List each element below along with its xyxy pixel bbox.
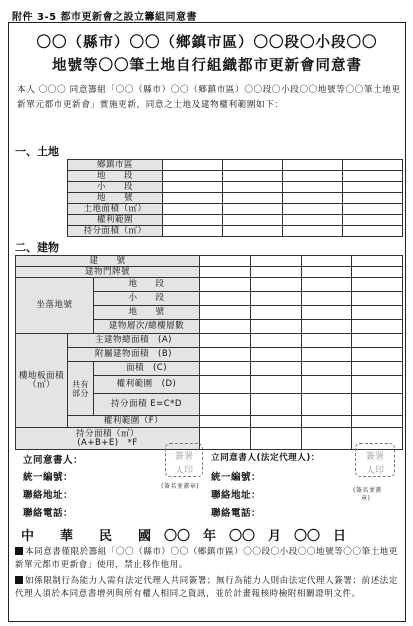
land-row	[68, 182, 403, 193]
cell[interactable]	[200, 362, 251, 376]
rep-seal-box[interactable]	[355, 443, 395, 477]
seal-text-1: 簽署	[174, 452, 193, 462]
cell[interactable]	[250, 278, 301, 292]
land-row-label: 權利範圍	[68, 215, 163, 226]
cell[interactable]	[301, 278, 352, 292]
cell[interactable]	[200, 267, 251, 278]
land-cell[interactable]	[223, 171, 283, 182]
cell[interactable]	[352, 334, 403, 348]
cell[interactable]	[352, 394, 403, 416]
land-cell[interactable]	[283, 193, 343, 204]
land-cell[interactable]	[163, 160, 223, 171]
attachment-label: 附件 3-5 都市更新會之設立籌組同意書	[12, 12, 198, 23]
cell[interactable]	[352, 292, 403, 306]
cell[interactable]	[250, 394, 301, 416]
land-row	[68, 193, 403, 204]
land-row-label: 小 段	[68, 182, 163, 193]
land-cell[interactable]	[163, 204, 223, 215]
cell[interactable]	[250, 292, 301, 306]
land-cell[interactable]	[223, 215, 283, 226]
intro-paragraph: 本人 〇〇〇 同意籌組「〇〇（縣市）〇〇（鄉鎮市區）〇〇段〇小段〇〇地號等〇〇筆土地更新單元都市更新會」實施更新，同意之土地及建物權利範圍如下：	[17, 85, 401, 110]
cell[interactable]	[200, 278, 251, 292]
cell[interactable]	[301, 416, 352, 428]
row-build-no: 建 號	[16, 256, 200, 267]
cell[interactable]	[250, 334, 301, 348]
cell[interactable]	[352, 348, 403, 362]
cell[interactable]	[200, 394, 251, 416]
cell[interactable]	[200, 320, 251, 334]
land-cell[interactable]	[223, 204, 283, 215]
rep-phone-label: 聯絡電話：	[211, 508, 262, 519]
row-main-area: 主建物總面積 (A)	[68, 334, 200, 348]
cell[interactable]	[352, 256, 403, 267]
rep-consenter-label: 立同意書人(法定代理人)：	[211, 453, 320, 463]
land-cell[interactable]	[343, 182, 403, 193]
consenter-label: 立同意書人：	[23, 455, 84, 466]
land-cell[interactable]	[163, 193, 223, 204]
section-land-heading: 一、土地	[15, 145, 59, 158]
address-label: 聯絡地址：	[23, 490, 74, 501]
land-row-label: 地 號	[68, 193, 163, 204]
cell[interactable]	[200, 376, 251, 394]
row-door-plate: 建物門牌號	[16, 267, 200, 278]
cell[interactable]	[301, 320, 352, 334]
unified-no-label: 統一編號：	[23, 472, 74, 483]
cell[interactable]	[352, 362, 403, 376]
cell[interactable]	[200, 416, 251, 428]
section-building-heading: 二、建物	[15, 241, 59, 254]
cell[interactable]	[250, 416, 301, 428]
cell[interactable]	[352, 267, 403, 278]
rep-seal-text-1: 簽署	[365, 452, 384, 462]
cell[interactable]	[200, 334, 251, 348]
land-table	[67, 159, 403, 237]
cell[interactable]	[301, 334, 352, 348]
location-row-0: 地 段	[94, 278, 200, 292]
cell[interactable]	[352, 376, 403, 394]
building-table	[15, 255, 403, 450]
cell[interactable]	[301, 267, 352, 278]
cell[interactable]	[250, 267, 301, 278]
note-2-text: 如係限制行為能力人需有法定代理人共同簽署；無行為能力人則由法定代理人簽署；前述法定代理人須於本同意書增列與所有權人相同之資訊，並於計畫報核時檢附相關證明文件。	[15, 576, 398, 599]
floor-area-group-label: 樓地板面積（㎡）	[16, 334, 68, 428]
cell[interactable]	[352, 416, 403, 428]
cell[interactable]	[301, 348, 352, 362]
land-cell[interactable]	[343, 226, 403, 237]
holding-area-line2: (A+B+E) *F	[77, 437, 138, 448]
land-row	[68, 160, 403, 171]
seal-text-2: 人印	[174, 466, 193, 476]
row-shared-right: 權利範圍 (D)	[94, 376, 200, 394]
land-row	[68, 215, 403, 226]
land-cell[interactable]	[343, 160, 403, 171]
row-aux-area: 附屬建物面積 (B)	[68, 348, 200, 362]
cell[interactable]	[301, 376, 352, 394]
land-cell[interactable]	[223, 193, 283, 204]
cell[interactable]	[301, 362, 352, 376]
cell[interactable]	[301, 394, 352, 416]
form-title-line2: 地號等〇〇筆土地自行組織都市更新會同意書	[52, 58, 362, 74]
cell[interactable]	[250, 256, 301, 267]
form-title-line1: 〇〇（縣市）〇〇（鄉鎮市區）〇〇段〇小段〇〇	[36, 35, 378, 51]
cell[interactable]	[352, 306, 403, 320]
location-group-label: 坐落地號	[16, 278, 94, 334]
land-cell[interactable]	[223, 160, 283, 171]
location-row-2: 地 號	[94, 306, 200, 320]
cell[interactable]	[352, 320, 403, 334]
seal-box[interactable]	[165, 443, 203, 477]
rep-seal-text-2: 人印	[365, 466, 384, 476]
land-cell[interactable]	[223, 182, 283, 193]
land-cell[interactable]	[163, 171, 223, 182]
rep-seal-note-2: 章)	[361, 495, 371, 502]
row-shared-holding: 持分面積 E=C*D	[94, 394, 200, 416]
land-row-label: 地 段	[68, 171, 163, 182]
square-bullet-icon	[15, 576, 23, 584]
cell[interactable]	[301, 428, 352, 450]
cell[interactable]	[200, 256, 251, 267]
cell[interactable]	[200, 306, 251, 320]
land-cell[interactable]	[283, 226, 343, 237]
row-shared-area: 面積 (C)	[94, 362, 200, 376]
cell[interactable]	[301, 306, 352, 320]
row-right-scope: 權利範圍（F）	[68, 416, 200, 428]
land-cell[interactable]	[283, 160, 343, 171]
cell[interactable]	[250, 320, 301, 334]
land-cell[interactable]	[343, 193, 403, 204]
land-row	[68, 171, 403, 182]
land-row-label: 鄉鎮市區	[68, 160, 163, 171]
cell[interactable]	[250, 362, 301, 376]
land-row-label: 土地面積（㎡）	[68, 204, 163, 215]
shared-part-label: 共有部分	[68, 362, 94, 416]
land-cell[interactable]	[283, 182, 343, 193]
cell[interactable]	[352, 278, 403, 292]
land-cell[interactable]	[223, 226, 283, 237]
holding-area-line1: 持分面積（㎡）	[75, 428, 139, 439]
cell[interactable]	[301, 256, 352, 267]
row-floors: 建物層次/總樓層數	[94, 320, 200, 334]
cell[interactable]	[200, 348, 251, 362]
land-cell[interactable]	[343, 215, 403, 226]
land-row	[68, 226, 403, 237]
seal-note: (簽名並蓋章)	[161, 483, 199, 490]
rep-seal-note-1: (簽名並蓋	[353, 487, 382, 494]
land-cell[interactable]	[163, 226, 223, 237]
cell[interactable]	[250, 428, 301, 450]
note-1-text: 本同意書僅限於籌組「〇〇（縣市）〇〇（鄉鎮市區）〇〇段〇小段〇〇地號等〇〇筆土地更新單元都市更新會」使用，禁止移作他用。	[15, 547, 398, 570]
cell[interactable]	[200, 292, 251, 306]
location-row-1: 小 段	[94, 292, 200, 306]
rep-unified-no-label: 統一編號：	[211, 472, 262, 483]
land-cell[interactable]	[163, 215, 223, 226]
land-cell[interactable]	[343, 171, 403, 182]
land-row-label: 持分面積（㎡）	[68, 226, 163, 237]
land-cell[interactable]	[283, 215, 343, 226]
land-row	[68, 204, 403, 215]
rep-address-label: 聯絡地址：	[211, 490, 262, 501]
land-cell[interactable]	[163, 182, 223, 193]
land-cell[interactable]	[343, 204, 403, 215]
consent-form	[8, 22, 406, 622]
cell[interactable]	[250, 376, 301, 394]
land-cell[interactable]	[283, 171, 343, 182]
note-1	[15, 546, 403, 572]
cell[interactable]	[250, 348, 301, 362]
phone-label: 聯絡電話：	[23, 508, 74, 519]
note-2	[15, 575, 403, 601]
cell[interactable]	[200, 428, 251, 450]
square-bullet-icon	[15, 547, 23, 555]
cell[interactable]	[301, 292, 352, 306]
date-line: 中 華 民 國 〇〇 年 〇〇 月 〇〇 日	[21, 529, 347, 544]
cell[interactable]	[250, 306, 301, 320]
land-cell[interactable]	[283, 204, 343, 215]
